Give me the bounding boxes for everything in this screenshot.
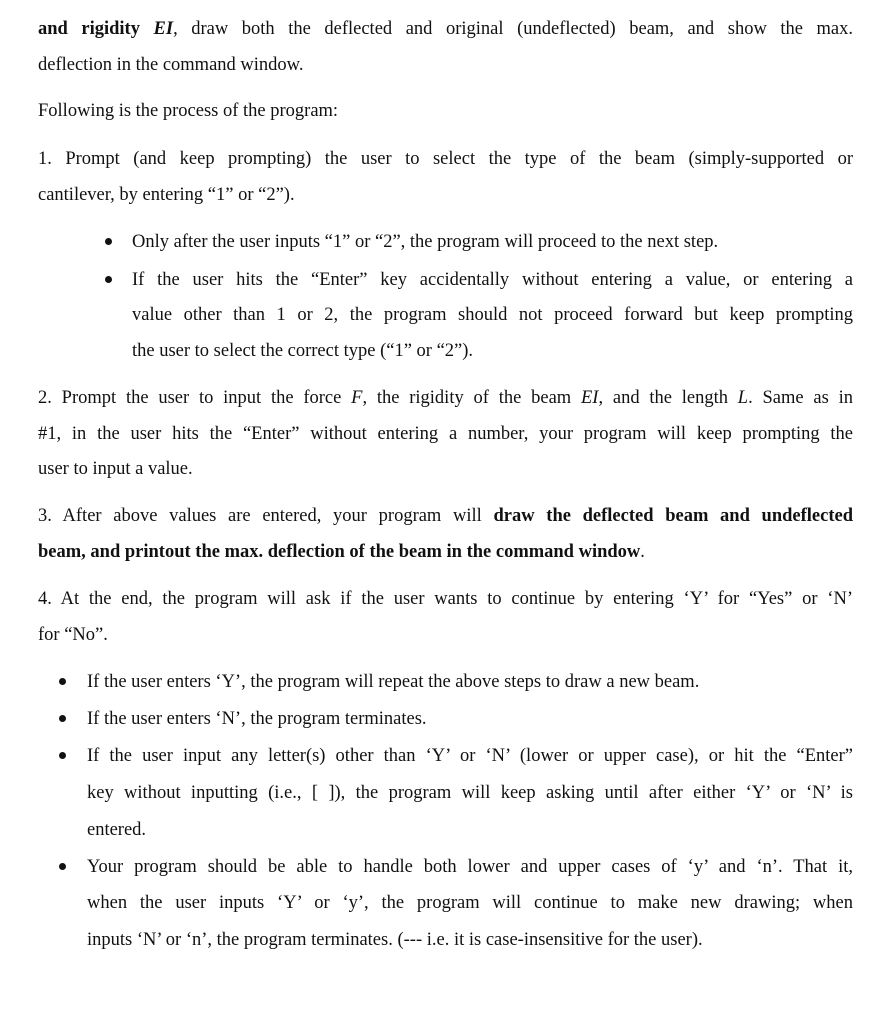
step3-line-2 [38, 543, 645, 562]
step2-line-1-c: , and the length [598, 388, 738, 408]
step2-line-2: #1, in the user hits the “Enter” without entering a number, your program will keep prompting the [38, 424, 853, 444]
step4-bullet-3-line-1: If the user input any letter(s) other than ‘Y’ or ‘N’ (lower or upper case), or hit the “Enter” [87, 746, 853, 766]
step4-line-1: 4. At the end, the program will ask if the user wants to continue by entering ‘Y’ for “Yes” or ‘N’ [38, 589, 853, 609]
step1-bullet-2-line-1: If the user hits the “Enter” key accidentally without entering a value, or entering a [132, 270, 853, 290]
intro-line-2: deflection in the command window. [38, 55, 304, 75]
intro-line-1-rest: , draw both the deflected and original (undeflected) beam, and show the max. [173, 19, 853, 39]
step3-line-1-bold: draw the deflected beam and undeflected [493, 506, 854, 526]
step4-bullet-3-line-2: key without inputting (i.e., [ ]), the program will keep asking until after either ‘Y’ or ‘N’ is [87, 783, 853, 803]
step2-line-3: user to input a value. [38, 459, 193, 479]
step3-line-2-end: . [640, 542, 645, 562]
intro-bold-text: and rigidity [38, 19, 154, 39]
step1-bullet-2-line-3: the user to select the correct type (“1” or “2”). [132, 341, 474, 361]
step1-bullet-1-marker [105, 238, 112, 245]
step4-bullet-4-line-2: when the user inputs ‘Y’ or ‘y’, the program will continue to make new drawing; when [87, 893, 853, 913]
step1-line-1: 1. Prompt (and keep prompting) the user to select the type of the beam (simply-supported or [38, 149, 853, 169]
step4-bullet-2: If the user enters ‘N’, the program terminates. [87, 709, 427, 729]
intro-line-1 [38, 20, 853, 39]
step2-force-symbol: F [351, 388, 363, 408]
step1-line-2: cantilever, by entering “1” or “2”). [38, 185, 295, 205]
step2-line-1 [38, 389, 853, 408]
step3-line-1 [38, 507, 853, 526]
process-heading: Following is the process of the program: [38, 101, 339, 121]
step4-bullet-1: If the user enters ‘Y’, the program will repeat the above steps to draw a new beam. [87, 672, 700, 692]
step4-line-2: for “No”. [38, 625, 108, 645]
step3-line-1-a: 3. After above values are entered, your program will [38, 506, 494, 526]
step2-line-1-b: , the rigidity of the beam [362, 388, 581, 408]
step2-rigidity-symbol: EI [580, 388, 599, 408]
step3-line-2-bold: beam, and printout the max. deflection of the beam in the command window [38, 542, 641, 562]
step4-bullet-4-line-3: inputs ‘N’ or ‘n’, the program terminates. (--- i.e. it is case-insensitive for the user). [87, 930, 703, 950]
step1-bullet-2-line-2: value other than 1 or 2, the program should not proceed forward but keep prompting [132, 305, 853, 325]
step4-bullet-1-marker [59, 678, 66, 685]
step2-line-1-d: . Same as in [748, 388, 853, 408]
step4-bullet-3-line-3: entered. [87, 820, 147, 840]
step2-line-1-a: 2. Prompt the user to input the force [38, 388, 352, 408]
step4-bullet-4-marker [59, 863, 66, 870]
step1-bullet-2-marker [105, 276, 112, 283]
intro-bold-ei: EI [153, 19, 174, 39]
step1-bullet-1: Only after the user inputs “1” or “2”, the program will proceed to the next step. [132, 232, 719, 252]
step2-length-symbol: L [737, 388, 749, 408]
step4-bullet-3-marker [59, 752, 66, 759]
step4-bullet-4-line-1: Your program should be able to handle both lower and upper cases of ‘y’ and ‘n’. That it, [87, 857, 853, 877]
step4-bullet-2-marker [59, 715, 66, 722]
